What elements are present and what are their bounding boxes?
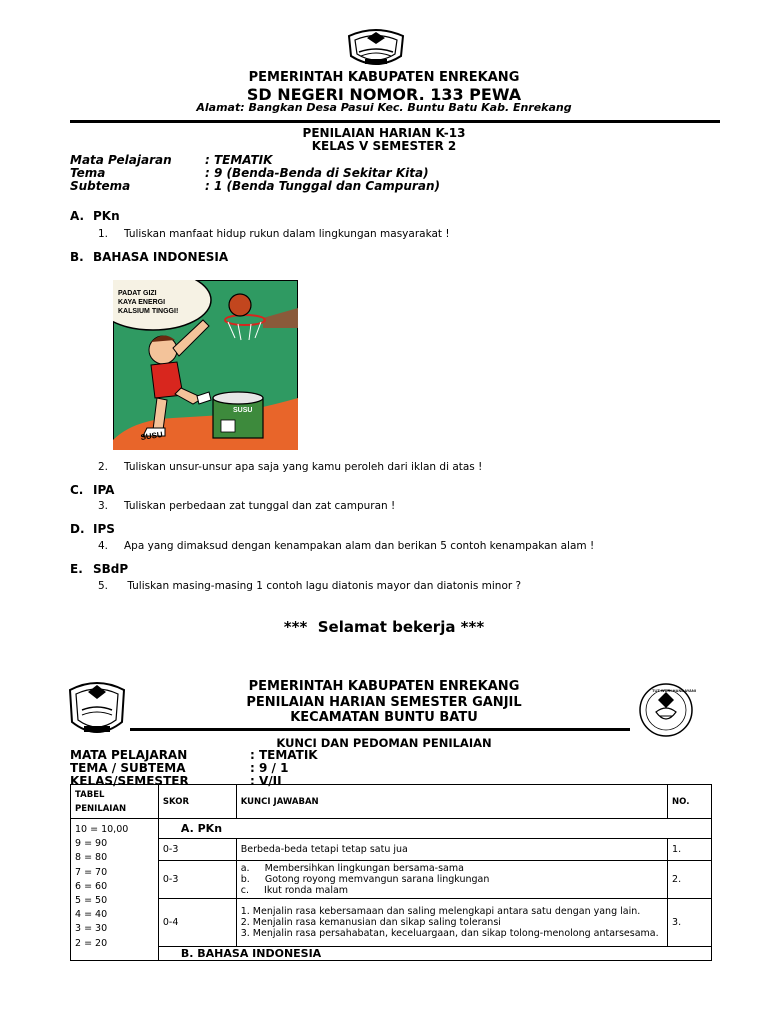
col-no: NO. xyxy=(668,785,712,819)
section-a-label: A. PKn xyxy=(158,819,711,839)
question-3: 3. Tuliskan perbedaan zat tunggal dan zat campuran ! xyxy=(98,500,396,512)
key-government-title: PEMERINTAH KABUPATEN ENREKANG xyxy=(248,679,520,694)
school-address: Alamat: Bangkan Desa Pasui Kec. Buntu Batu Kab. Enrekang xyxy=(196,101,572,114)
table-row: 0-3 Berbeda-beda tetapi tetap satu jua 1. xyxy=(71,839,712,861)
section-ips: D. IPS xyxy=(70,522,115,536)
exam-title: PENILAIAN HARIAN K-13 xyxy=(302,126,466,140)
svg-text:KALSIUM TINGGI!: KALSIUM TINGGI! xyxy=(118,308,179,315)
answer-key-table xyxy=(70,784,712,961)
section-b-label: B. BAHASA INDONESIA xyxy=(158,947,711,961)
question-4: 4. Apa yang dimaksud dengan kenampakan alam dan berikan 5 contoh kenampakan alam ! xyxy=(98,540,595,552)
key-meta-subject: MATA PELAJARAN : TEMATIK xyxy=(70,748,318,762)
col-tabel-penilaian: TABEL PENILAIAN xyxy=(71,785,159,819)
meta-theme: Tema : 9 (Benda-Benda di Sekitar Kita) xyxy=(70,166,429,180)
key-meta-class: KELAS/SEMESTER : V/II xyxy=(70,774,282,788)
svg-text:SUSU: SUSU xyxy=(233,407,253,414)
table-header-row xyxy=(71,785,712,819)
exam-class: KELAS V SEMESTER 2 xyxy=(311,139,457,153)
key-header-rule xyxy=(130,728,630,731)
section-bahasa-indonesia: B. BAHASA INDONESIA xyxy=(70,250,229,264)
milk-can-icon xyxy=(213,392,263,438)
section-sbdp: E. SBdP xyxy=(70,562,129,576)
section-a-row xyxy=(71,819,712,839)
key-district: KECAMATAN BUNTU BATU xyxy=(290,710,478,725)
header-rule xyxy=(70,120,720,123)
section-b-row xyxy=(71,947,712,961)
table-row: 0-4 1. Menjalin rasa kebersamaan dan saling melengkapi antara satu dengan yang lain. 2. Menjalin rasa kemanusian dan sikap saling toleransi 3. Menjalin rasa persahabatan, keceluargaan, dan sikap tolong-menolong antarsesama. 3. xyxy=(71,899,712,947)
table-row: 0-3 a. Membersihkan lingkungan bersama-sama b. Gotong royong memvangun sarana lingkungan c. Ikut ronda malam 2. xyxy=(71,861,712,899)
question-2: 2. Tuliskan unsur-unsur apa saja yang kamu peroleh dari iklan di atas ! xyxy=(98,461,483,473)
meta-subtheme: Subtema : 1 (Benda Tunggal dan Campuran) xyxy=(70,179,440,193)
closing-message: *** Selamat bekerja *** xyxy=(283,618,485,636)
col-skor: SKOR xyxy=(158,785,236,819)
question-5: 5. Tuliskan masing-masing 1 contoh lagu diatonis mayor dan diatonis minor ? xyxy=(98,580,522,592)
key-exam-title: PENILAIAN HARIAN SEMESTER GANJIL xyxy=(246,695,522,710)
key-meta-theme: TEMA / SUBTEMA : 9 / 1 xyxy=(70,761,289,775)
basketball-icon xyxy=(229,294,251,316)
milk-ad-illustration xyxy=(113,280,298,450)
svg-text:KAYA ENERGI: KAYA ENERGI xyxy=(118,299,166,306)
key-title: KUNCI DAN PEDOMAN PENILAIAN xyxy=(276,736,492,750)
section-ipa: C. IPA xyxy=(70,483,115,497)
svg-text:PADAT GIZI: PADAT GIZI xyxy=(118,290,157,297)
government-title: PEMERINTAH KABUPATEN ENREKANG xyxy=(248,70,520,85)
score-conversion-table: 10 = 10,00 9 = 90 8 = 80 7 = 70 6 = 60 5 = 50 4 = 40 3 = 30 2 = 20 xyxy=(71,819,159,961)
meta-subject: Mata Pelajaran : TEMATIK xyxy=(70,153,273,167)
school-name: SD NEGERI NOMOR. 133 PEWA xyxy=(246,85,522,104)
col-kunci-jawaban: KUNCI JAWABAN xyxy=(236,785,667,819)
question-1: 1. Tuliskan manfaat hidup rukun dalam lingkungan masyarakat ! xyxy=(98,228,450,240)
svg-text:SUSU: SUSU xyxy=(140,429,164,442)
svg-text:TUT WURI HANDAYANI: TUT WURI HANDAYANI xyxy=(652,688,696,693)
regency-emblem xyxy=(343,26,409,70)
section-pkn: A. PKn xyxy=(70,209,120,223)
